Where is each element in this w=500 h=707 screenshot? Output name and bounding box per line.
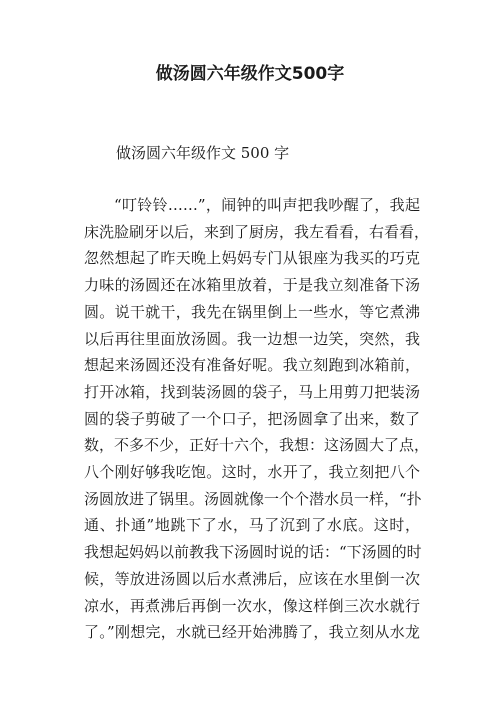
body-line: 忽然想起了昨天晚上妈妈专门从银座为我买的巧克 (84, 249, 420, 268)
body-line: 八个刚好够我吃饱。这时，水开了，我立刻把八个 (84, 463, 420, 482)
body-line: 汤圆放进了锅里。汤圆就像一个个潜水员一样，“扑 (84, 489, 422, 508)
body-line: 圆。说干就干，我先在锅里倒上一些水，等它煮沸 (84, 302, 420, 321)
body-line: 数，不多不少，正好十六个，我想：这汤圆大了点， (84, 436, 430, 455)
body-line: 候，等放进汤圆以后水煮沸后，应该在水里倒一次 (84, 569, 420, 588)
body-line: 我想起妈妈以前教我下汤圆时说的话：“下汤圆的时 (84, 543, 422, 562)
body-line: 以后再往里面放汤圆。我一边想一边笑，突然，我 (84, 329, 420, 348)
body-line: 力味的汤圆还在冰箱里放着，于是我立刻准备下汤 (84, 276, 420, 295)
document-title: 做汤圆六年级作文500字 (155, 64, 345, 84)
body-paragraph (84, 192, 430, 646)
body-line: 想起来汤圆还没有准备好呢。我立刻跑到冰箱前， (84, 356, 420, 375)
body-line: 床洗脸刷牙以后，来到了厨房，我左看看，右看看， (84, 222, 430, 241)
body-line: “叮铃铃……”，闹钟的叫声把我吵醒了，我起 (114, 196, 420, 214)
body-line: 圆的袋子剪破了一个口子，把汤圆拿了出来，数了 (84, 409, 420, 428)
body-line: 通、扑通”地跳下了水，马了沉到了水底。这时， (84, 516, 420, 535)
body-line: 打开冰箱，找到装汤圆的袋子，马上用剪刀把装汤 (84, 382, 420, 401)
document-subtitle: 做汤圆六年级作文 500 字 (116, 144, 290, 162)
body-line: 了。”刚想完，水就已经开始沸腾了，我立刻从水龙 (84, 623, 420, 642)
body-line: 凉水，再煮沸后再倒一次水，像这样倒三次水就行 (84, 596, 420, 615)
